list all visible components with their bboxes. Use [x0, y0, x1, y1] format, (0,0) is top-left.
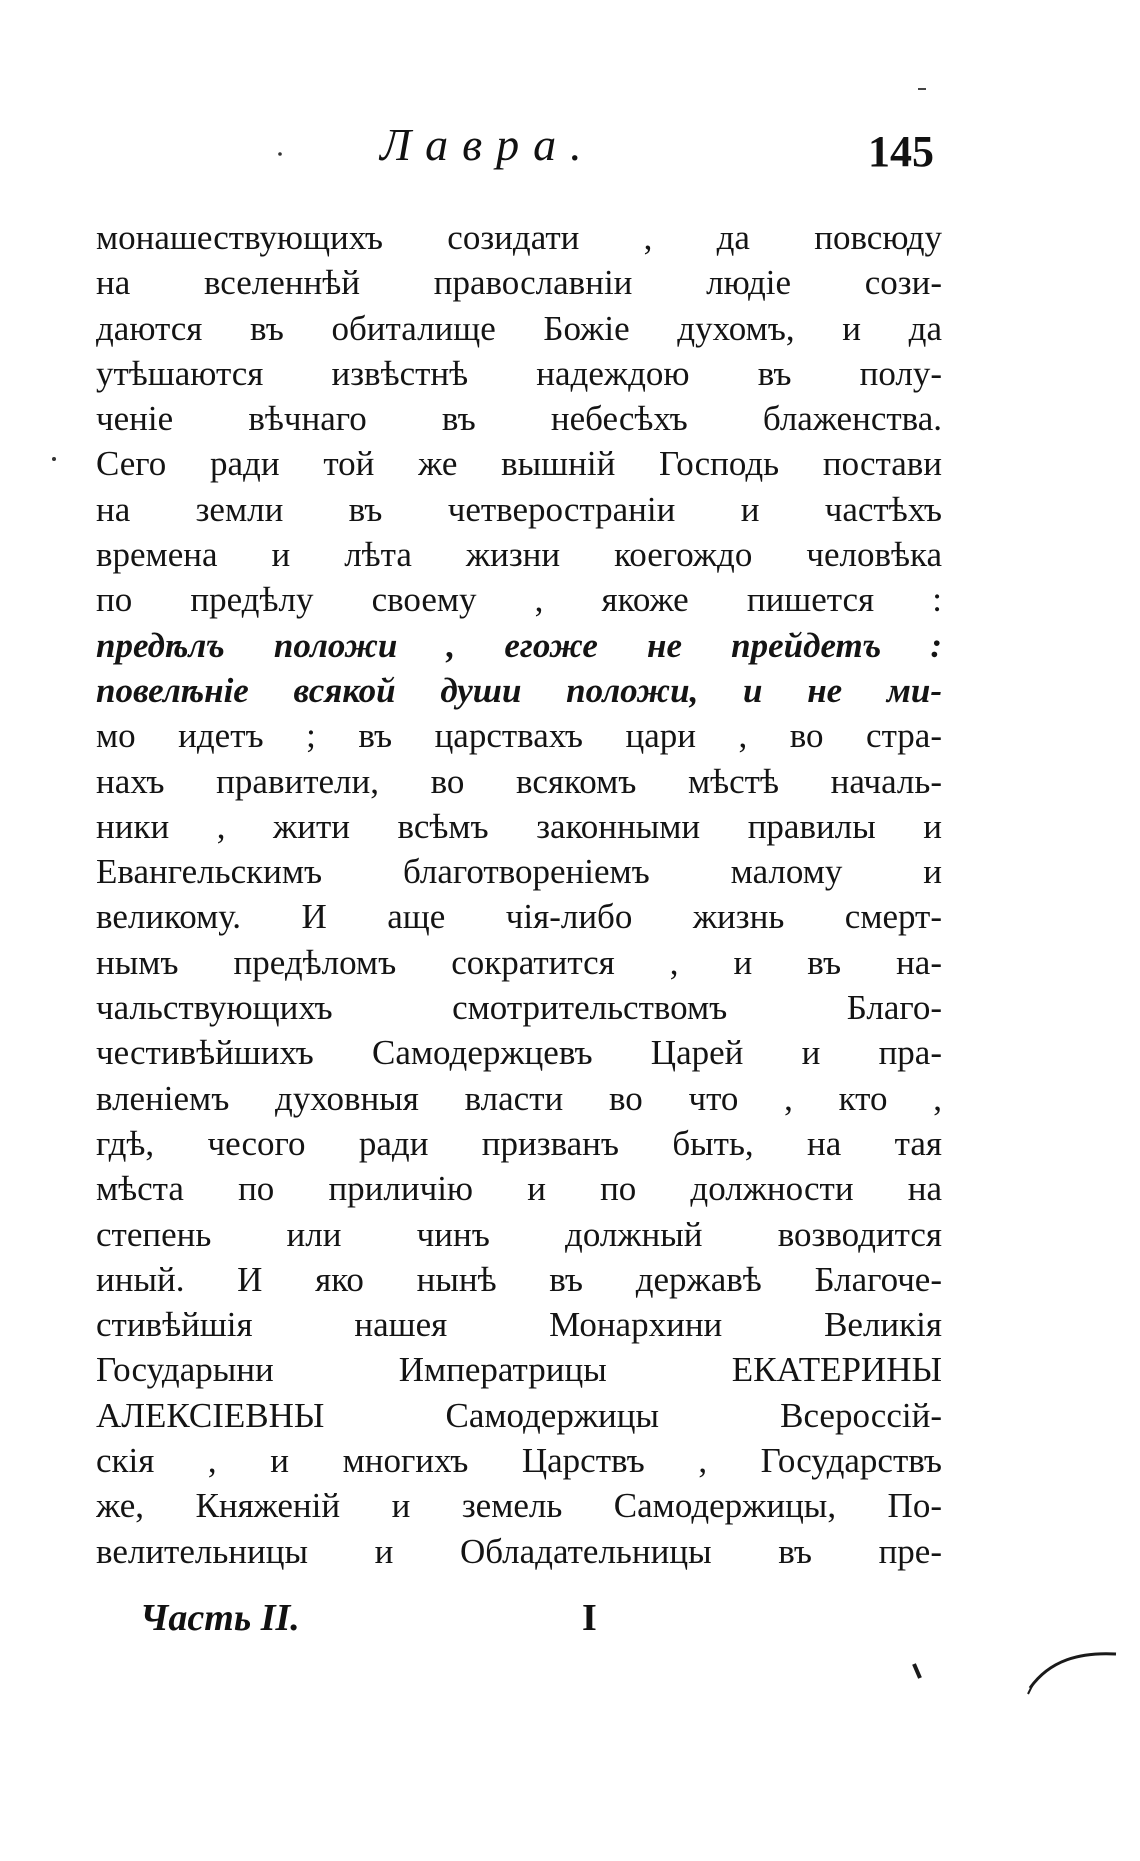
text-line: Евангельскимъ благотвореніемъ малому и	[96, 852, 942, 892]
scan-dot-icon	[50, 455, 58, 463]
quotation-line: повелѣніе всякой души положи, и не ми-	[96, 670, 942, 710]
text-line: ченіе вѣчнаго въ небесѣхъ блаженства.	[96, 399, 942, 439]
text-line: по предѣлу своему , якоже пишется :	[96, 580, 942, 620]
text-line: нымъ предѣломъ сократится , и въ на-	[96, 942, 942, 982]
text-line: утѣшаются извѣстнѣ надеждою въ полу-	[96, 353, 942, 393]
page-number: 145	[868, 127, 934, 176]
text-line: на вселеннѣй православніи людіе сози-	[96, 263, 942, 303]
text-line: же, Княженій и земель Самодержицы, По-	[96, 1486, 942, 1526]
scan-speck-icon	[908, 1660, 928, 1684]
text-line: великому. И аще чія-либо жизнь смерт-	[96, 897, 942, 937]
text-line: монашествующихъ созидати , да повсюду	[96, 218, 942, 257]
footer-part-label: Часть II.	[140, 1597, 300, 1639]
quotation-line: предѣлъ положи , егоже не прейдетъ :	[96, 625, 942, 665]
text-line: АЛЕКСІЕВНЫ Самодержицы Всероссій-	[96, 1395, 942, 1435]
running-head: Лавра.	[380, 119, 596, 170]
text-line: мѣста по приличію и по должности на	[96, 1169, 942, 1209]
body-text	[96, 215, 942, 1574]
text-line: нахъ правители, во всякомъ мѣстѣ началь-	[96, 761, 942, 801]
text-line: на земли въ четвеространіи и частѣхъ	[96, 489, 942, 529]
text-line: Сего ради той же вышній Господь постави	[96, 444, 942, 484]
text-line: честивѣйшихъ Самодержцевъ Царей и пра-	[96, 1033, 942, 1073]
text-line: мо идетъ ; въ царствахъ цари , во стра-	[96, 716, 942, 756]
text-line: даются въ обиталище Божіе духомъ, и да	[96, 308, 942, 348]
text-line: скія , и многихъ Царствъ , Государствъ	[96, 1441, 942, 1481]
text-line: ники , жити всѣмъ законными правилы и	[96, 806, 942, 846]
text-line: гдѣ, чесого ради призванъ быть, на тая	[96, 1123, 942, 1163]
footer-signature-mark: I	[582, 1597, 597, 1639]
text-line: времена и лѣта жизни коегождо человѣка	[96, 535, 942, 575]
text-line: Государыни Императрицы ЕКАТЕРИНЫ	[96, 1350, 942, 1390]
text-line: чальствующихъ смотрительствомъ Благо-	[96, 988, 942, 1028]
text-line: степень или чинъ должный возводится	[96, 1214, 942, 1254]
text-line: иный. И яко нынѣ въ державѣ Благоче-	[96, 1259, 942, 1299]
text-line: стивѣйшія нашея Монархини Великія	[96, 1305, 942, 1345]
scan-dot-icon	[918, 86, 928, 92]
text-line: вленіемъ духовныя власти во что , кто ,	[96, 1078, 942, 1118]
text-line: велительницы и Обладательницы въ пре-	[96, 1531, 942, 1571]
scan-dot-icon	[276, 150, 284, 158]
scan-mark-icon	[1020, 1640, 1120, 1700]
